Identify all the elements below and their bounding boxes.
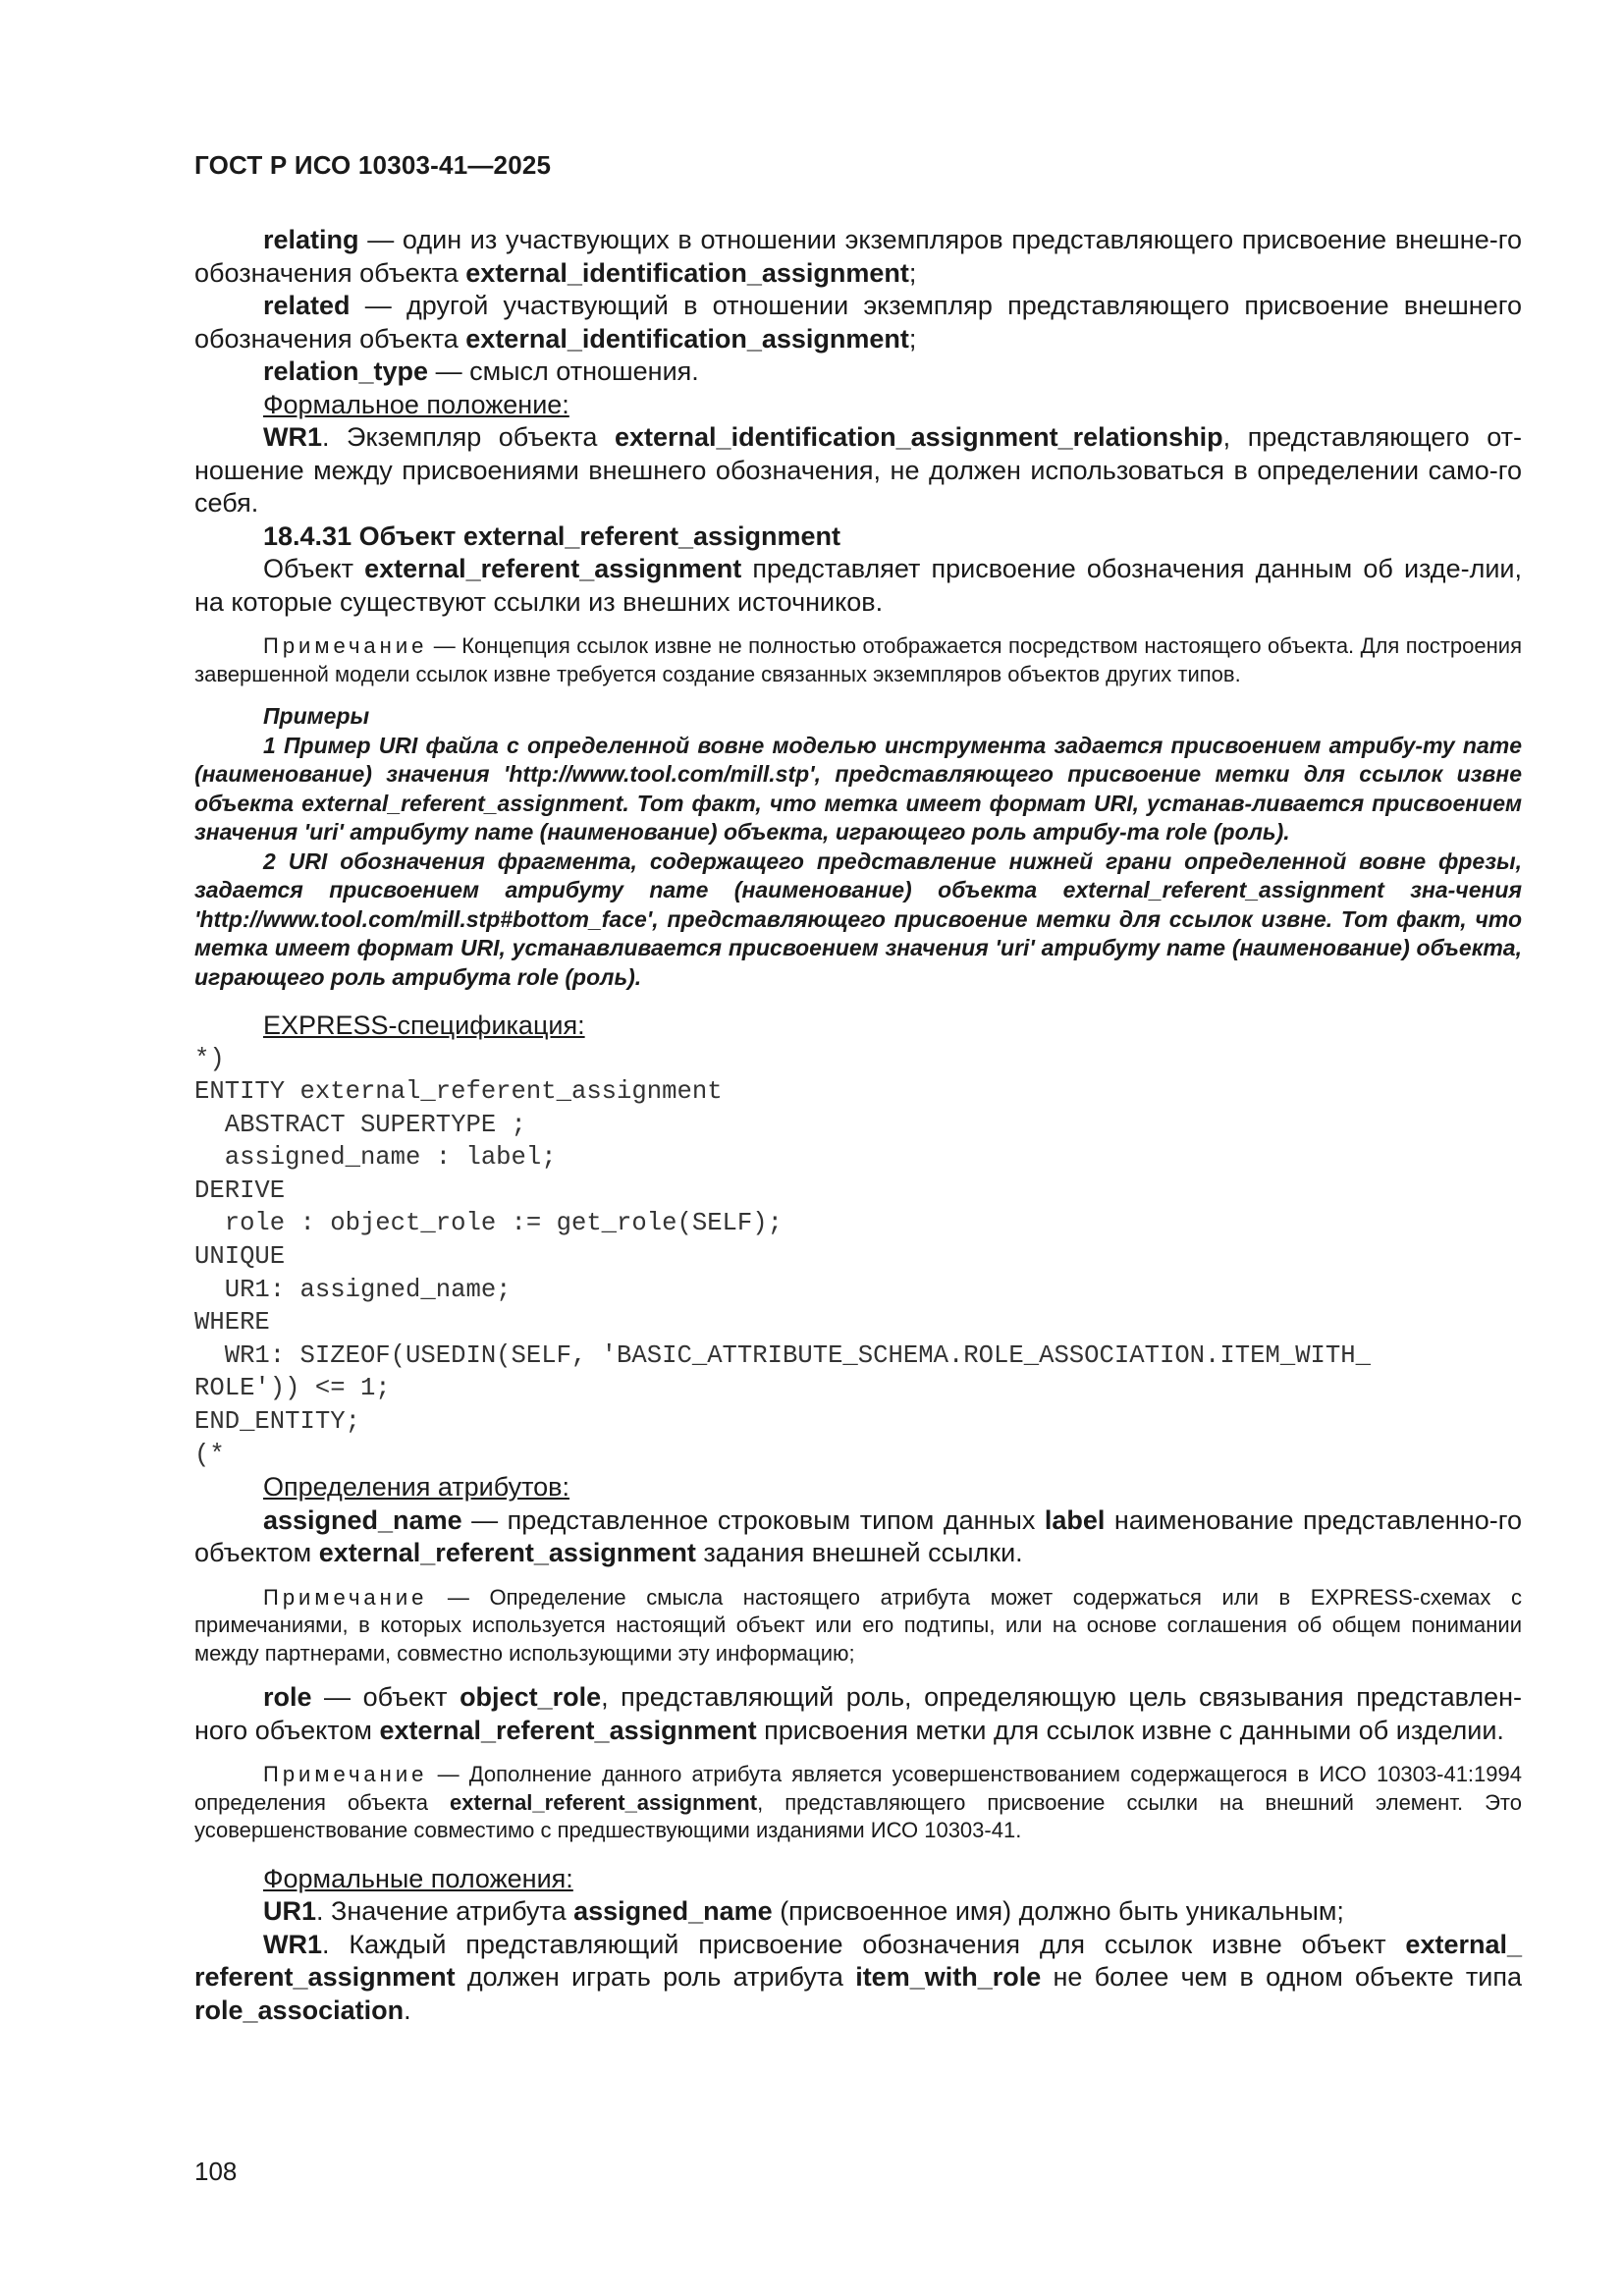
relation-type-text: — смысл отношения. bbox=[428, 356, 699, 386]
assigned-name-entity: external_referent_assignment bbox=[318, 1538, 696, 1568]
wr1-text-1b: , представляющего от-ношение между присвоениями внешнего обозначения, не должен использоваться в определении само-го себя. bbox=[194, 422, 1522, 518]
example-2: 2 URI обозначения фрагмента, содержащего представление нижней грани определенной вовне фрезы, задается присвоением атрибуту name (наименование) объекта external_referent_assignment зна-чения 'http://www.tool.com/mill.stp#bottom_face', представляющего присвоение метки для ссылок извне. Тот факт, что метка имеет формат URI, устанавливается присвоением значения 'uri' атрибуту name (наименование) объекта, играющего роль атрибута role (роль). bbox=[194, 847, 1522, 990]
example-1: 1 Пример URI файла с определенной вовне моделью инструмента задается присвоением атрибу-ту name (наименование) значения 'http://www.tool.com/mill.stp', представляющего присвоение метки для ссылок извне объекта external_referent_assignment. Тот факт, что метка имеет формат URI, устанав-ливается присвоением значения 'uri' атрибуту name (наименование) объекта, играющего роль атрибу-та role (роль). bbox=[194, 732, 1522, 845]
related-definition bbox=[194, 290, 1522, 355]
role-type: object_role bbox=[460, 1682, 602, 1713]
assigned-name-text-a: — представленное строковым типом данных bbox=[461, 1504, 1045, 1535]
related-term: related bbox=[263, 291, 351, 320]
related-end: ; bbox=[908, 323, 917, 354]
intro-text-b: представляет присвоение обозначения данным об изде-лии, на которые существуют ссылки из внешних источников. bbox=[194, 554, 1522, 617]
relating-entity: external_identification_assignment bbox=[465, 257, 909, 288]
role-term: role bbox=[263, 1682, 312, 1713]
wr1-rule-2 bbox=[194, 1929, 1522, 2028]
ur1-term: UR1 bbox=[263, 1896, 317, 1927]
section-heading: 18.4.31 Объект external_referent_assignment bbox=[263, 520, 841, 551]
formal-heading-1-text: Формальное положение: bbox=[263, 389, 569, 419]
role-text-b: , представляющий роль, определяющую цель связывания представлен-ного объектом bbox=[194, 1682, 1522, 1745]
assigned-name-type: label bbox=[1044, 1504, 1106, 1535]
wr1-text-2b: должен играть роль атрибута bbox=[455, 1962, 856, 1993]
role-text-c: присвоения метки для ссылок извне с данными об изделии. bbox=[756, 1715, 1504, 1745]
wr1-entity-2: external_ referent_assignment bbox=[194, 1929, 1522, 1993]
attr-defs-heading bbox=[194, 1471, 1522, 1504]
wr1-attr-2: item_with_role bbox=[855, 1962, 1042, 1993]
note-3-text-b: , представляющего присвоение ссылки на внешний элемент. Это усовершенствование совместимо с предшествующими изданиями ИСО 10303-41. bbox=[194, 1789, 1522, 1843]
note-3 bbox=[194, 1761, 1522, 1845]
ur1-text-a: . Значение атрибута bbox=[316, 1896, 574, 1927]
express-heading bbox=[194, 1010, 1522, 1043]
intro-text-a: Объект bbox=[263, 554, 365, 583]
intro-entity: external_referent_assignment bbox=[364, 554, 742, 583]
express-heading-text: EXPRESS-спецификация: bbox=[263, 1011, 585, 1040]
related-text: — другой участвующий в отношении экземпляр представляющего присвоение внешнего обозначения объекта bbox=[194, 291, 1522, 354]
note-1-text: — Концепция ссылок извне не полностью отображается посредством настоящего объекта. Для построения завершенной модели ссылок извне требуется создание связанных экземпляров объектов других типов. bbox=[194, 633, 1522, 686]
relation-type-definition bbox=[194, 355, 1522, 389]
relating-definition bbox=[194, 224, 1522, 290]
role-definition bbox=[194, 1681, 1522, 1747]
note-3-label: Примечание bbox=[263, 1762, 428, 1787]
role-text-a: — объект bbox=[311, 1682, 460, 1713]
ur1-rule bbox=[194, 1895, 1522, 1929]
document-header: ГОСТ Р ИСО 10303-41—2025 bbox=[194, 150, 552, 180]
assigned-name-definition bbox=[194, 1504, 1522, 1570]
assigned-name-term: assigned_name bbox=[263, 1504, 462, 1535]
wr1-text-2c: не более чем в одном объекте типа bbox=[1041, 1962, 1523, 1993]
assigned-name-text-b: наименование представленно-го объектом bbox=[194, 1504, 1522, 1568]
formal-heading-2 bbox=[194, 1863, 1522, 1896]
relating-term: relating bbox=[263, 225, 359, 254]
wr1-term-1: WR1 bbox=[263, 422, 322, 452]
section-intro bbox=[194, 553, 1522, 619]
assigned-name-text-c: задания внешней ссылки. bbox=[695, 1538, 1023, 1568]
note-2-label: Примечание bbox=[263, 1584, 428, 1610]
formal-heading-2-text: Формальные положения: bbox=[263, 1863, 573, 1893]
wr1-term-2: WR1 bbox=[263, 1929, 322, 1959]
relating-end: ; bbox=[908, 257, 917, 288]
note-2-text: — Определение смысла настоящего атрибута может содержаться или в EXPRESS-схемах с примечаниями, в которых используется настоящий объект или его подтипы, или на основе соглашения об общем понимании между партнерами, совместно использующими эту информацию; bbox=[194, 1584, 1522, 1666]
page-number: 108 bbox=[194, 2157, 238, 2186]
wr1-end-2: . bbox=[404, 1995, 411, 2025]
wr1-entity-1: external_identification_assignment_relationship bbox=[615, 422, 1223, 452]
relating-text: — один из участвующих в отношении экземпляров представляющего присвоение внешне-го обозначения объекта bbox=[194, 225, 1522, 288]
wr1-text-1a: . Экземпляр объекта bbox=[322, 422, 615, 452]
wr1-type-2: role_association bbox=[194, 1995, 405, 2025]
note-1-label: Примечание bbox=[263, 633, 428, 658]
express-code: *) ENTITY external_referent_assignment ABSTRACT SUPERTYPE ; assigned_name : label; DERIVE role : object_role := get_role(SELF); UNIQUE UR1: assigned_name; WHERE WR1: SIZEOF(USEDIN(SELF, 'BASIC_ATTRIBUTE_SCHEMA.ROLE_ASSOCIATION.ITEM_WITH_ ROLE')) <= 1; END_ENTITY; (* bbox=[194, 1044, 1371, 1469]
note-2 bbox=[194, 1584, 1522, 1668]
relation-type-term: relation_type bbox=[263, 356, 429, 386]
wr1-text-2a: . Каждый представляющий присвоение обозначения для ссылок извне объект bbox=[322, 1929, 1406, 1959]
note-1 bbox=[194, 632, 1522, 688]
related-entity: external_identification_assignment bbox=[465, 323, 909, 354]
wr1-rule-1 bbox=[194, 421, 1522, 520]
attr-defs-heading-text: Определения атрибутов: bbox=[263, 1472, 570, 1503]
role-entity: external_referent_assignment bbox=[379, 1715, 757, 1745]
page-content bbox=[194, 224, 1522, 2027]
note-3-text-a: — Дополнение данного атрибута является усовершенствованием содержащегося в ИСО 10303-41:1994 определения объекта bbox=[194, 1762, 1522, 1815]
formal-heading-1 bbox=[194, 389, 1522, 422]
ur1-text-b: (присвоенное имя) должно быть уникальным; bbox=[772, 1896, 1344, 1927]
note-3-entity: external_referent_assignment bbox=[450, 1789, 758, 1815]
ur1-attr: assigned_name bbox=[573, 1896, 773, 1927]
examples-heading: Примеры bbox=[263, 703, 370, 729]
